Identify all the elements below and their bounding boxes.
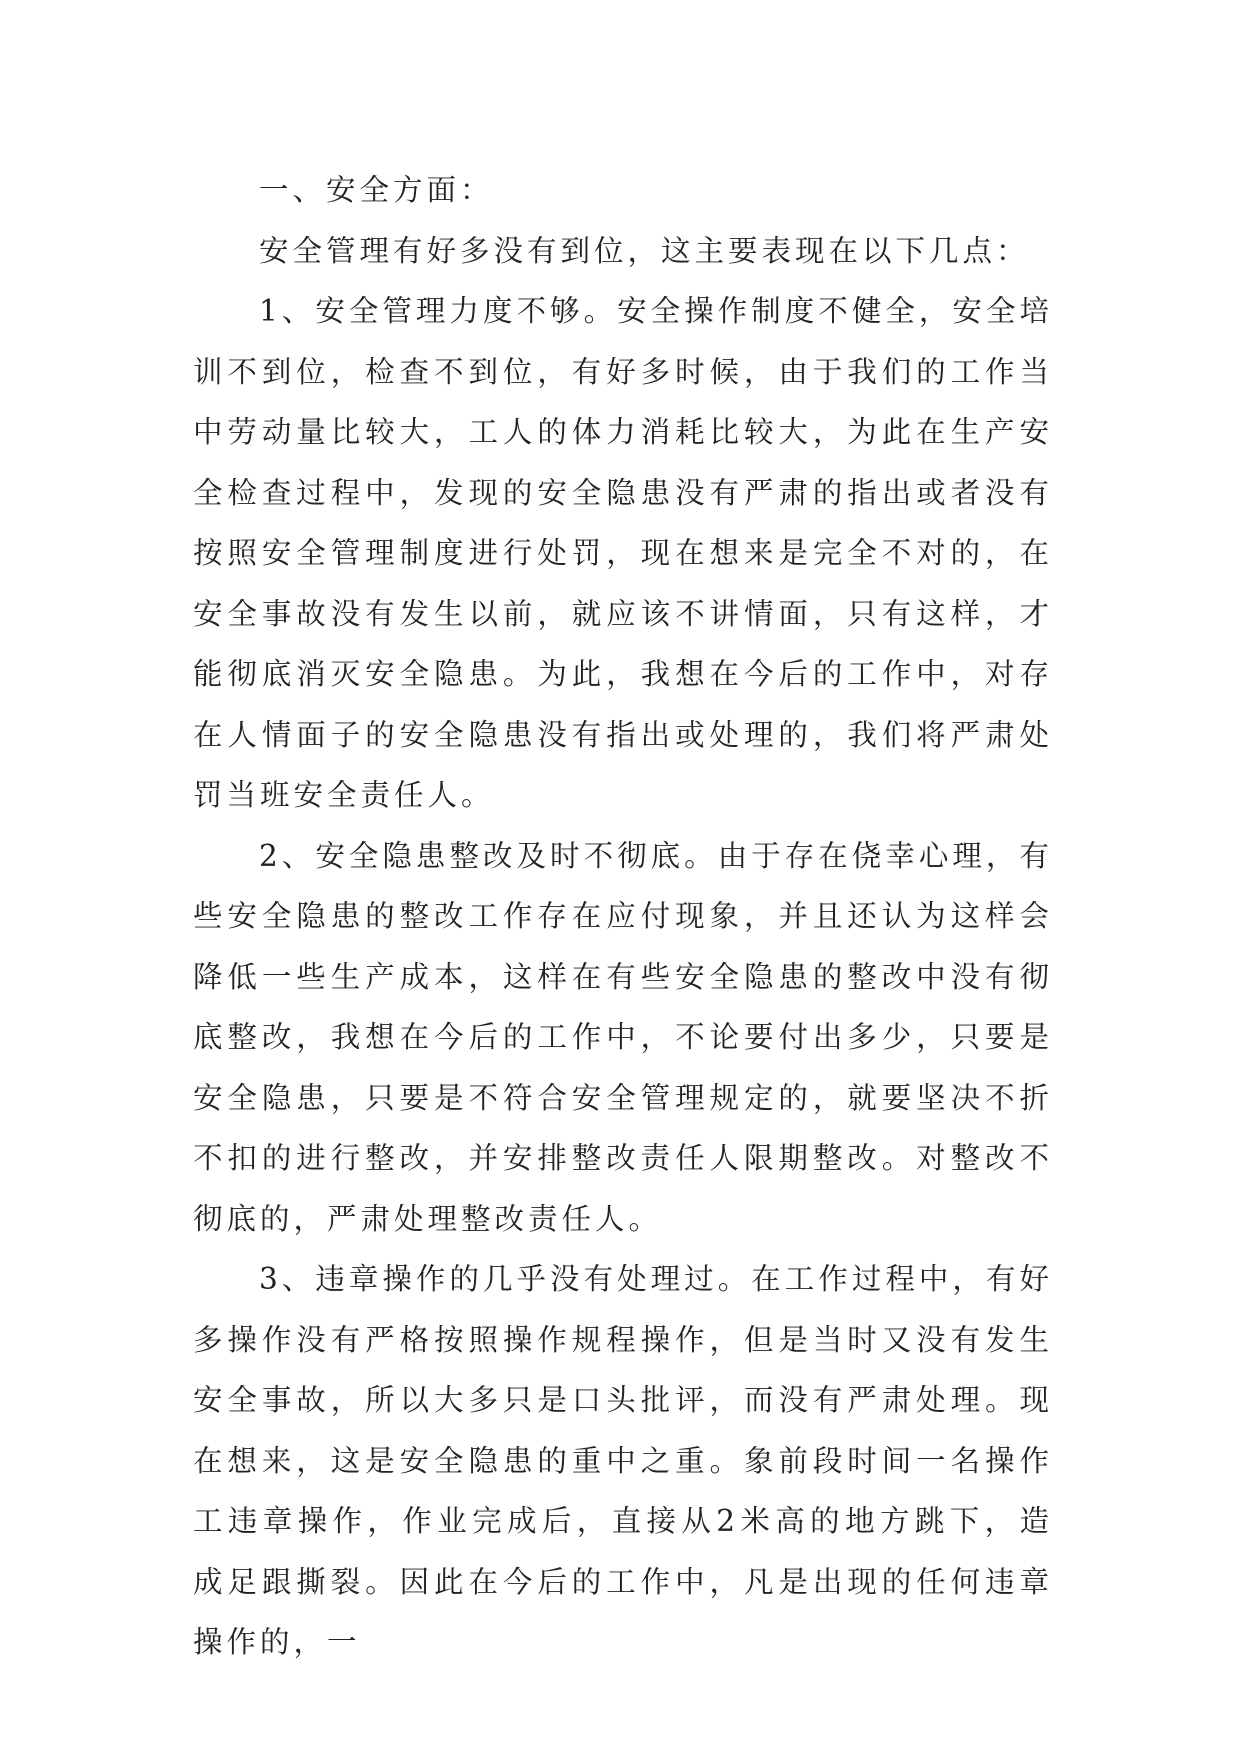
document-body xyxy=(193,160,1053,1673)
paragraph-item-2: 2、安全隐患整改及时不彻底。由于存在侥幸心理，有些安全隐患的整改工作存在应付现象，并且还认为这样会降低一些生产成本，这样在有些安全隐患的整改中没有彻底整改，我想在今后的工作中，不论要付出多少，只要是安全隐患，只要是不符合安全管理规定的，就要坚决不折不扣的进行整改，并安排整改责任人限期整改。对整改不彻底的，严肃处理整改责任人。 xyxy=(193,838,1053,1236)
paragraph-item-1: 1、安全管理力度不够。安全操作制度不健全，安全培训不到位，检查不到位，有好多时候，由于我们的工作当中劳动量比较大，工人的体力消耗比较大，为此在生产安全检查过程中，发现的安全隐患没有严肃的指出或者没有按照安全管理制度进行处罚，现在想来是完全不对的，在安全事故没有发生以前，就应该不讲情面，只有这样，才能彻底消灭安全隐患。为此，我想在今后的工作中，对存在人情面子的安全隐患没有指出或处理的，我们将严肃处罚当班安全责任人。 xyxy=(193,294,1053,812)
section-heading: 一、安全方面： xyxy=(259,173,494,207)
paragraph-item-3: 3、违章操作的几乎没有处理过。在工作过程中，有好多操作没有严格按照操作规程操作，但是当时又没有发生安全事故，所以大多只是口头批评，而没有严肃处理。现在想来，这是安全隐患的重中之重。象前段时间一名操作工违章操作，作业完成后，直接从2米高的地方跳下，造成足跟撕裂。因此在今后的工作中，凡是出现的任何违章操作的，一 xyxy=(193,1262,1053,1659)
intro-paragraph: 安全管理有好多没有到位，这主要表现在以下几点： xyxy=(259,233,1030,268)
